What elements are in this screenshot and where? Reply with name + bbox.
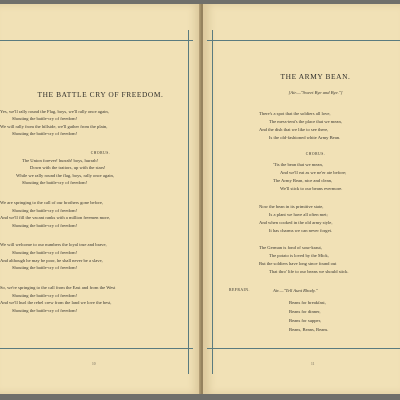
verse-line: That thro' life to our beans we should stick. xyxy=(269,269,349,274)
verse-line: Shouting the battle-cry of freedom! xyxy=(12,265,78,270)
chorus-line: And we'll eat as we ne'er ate before; xyxy=(280,170,347,175)
chorus-line: The Army Bean, nice and clean, xyxy=(273,178,333,183)
chorus-line: We'll stick to our beans evermore. xyxy=(280,186,343,191)
verse-line: And although he may be poor, he shall never be a slave, xyxy=(0,258,103,263)
verse-line: And we'll fill the vacant ranks with a million freemen more, xyxy=(0,215,111,220)
verse-line: And when cooked in the old army style, xyxy=(259,220,333,225)
left-page xyxy=(0,4,201,394)
verse-line: It has charms we can never forget. xyxy=(269,228,333,233)
verse-line: But the soldiers have long since found out xyxy=(259,261,337,266)
song-title: THE BATTLE CRY OF FREEDOM. xyxy=(37,90,164,99)
chorus-line: Shouting the battle-cry of freedom! xyxy=(22,180,88,185)
chorus-label: CHORUS. xyxy=(90,151,111,155)
verse-line: The mess-tent's the place that we mean, xyxy=(269,119,342,124)
verse-line: Yes, we'll rally round the Flag, boys, we'll rally once again, xyxy=(0,109,109,114)
verse-line: So, we're springing to the call from the East and from the West xyxy=(0,285,116,290)
verse-line: We are springing to the call of our brothers gone before, xyxy=(0,200,104,205)
refrain-label: REFRAIN. xyxy=(229,288,250,292)
right-rule xyxy=(188,30,189,374)
verse-line: The potato is loved by the Mick, xyxy=(269,253,329,258)
chorus-line: 'Tis the bean that we mean, xyxy=(273,162,323,167)
verse-line: Shouting the battle-cry of freedom! xyxy=(12,208,78,213)
chorus-line: The Union forever! hurrah! boys, hurrah! xyxy=(22,158,99,163)
verse-line: And we'll hurl the rebel crew from the land we love the best, xyxy=(0,300,112,305)
chorus-label: CHORUS. xyxy=(305,152,326,156)
verse-line: Shouting the battle-cry of freedom! xyxy=(12,250,78,255)
verse-line: Shouting the battle-cry of freedom! xyxy=(12,131,78,136)
song-title: THE ARMY BEAN. xyxy=(280,72,351,81)
refrain-line: Beans, Beans, Beans. xyxy=(289,327,329,332)
verse-line: Shouting the battle-cry of freedom! xyxy=(12,293,78,298)
tune-note: [Air.—"Sweet Bye and Bye."] xyxy=(288,90,343,95)
verse-line: We will welcome to our numbers the loyal true and brave, xyxy=(0,242,107,247)
verse-line: We will rally from the hillside, we'll gather from the plain, xyxy=(0,124,108,129)
chorus-line: Down with the traitors, up with the stars! xyxy=(30,165,106,170)
refrain-tune-note: Air.—"Tell Aunt Rhody." xyxy=(273,288,318,293)
refrain-line: Beans for supper, xyxy=(289,318,322,323)
top-rule xyxy=(207,40,400,41)
verse-line: Shouting the battle-cry of freedom! xyxy=(12,116,78,121)
verse-line: Is the old-fashioned white Army Bean. xyxy=(269,135,341,140)
refrain-line: Beans for breakfast, xyxy=(289,300,326,305)
top-rule xyxy=(0,40,193,41)
chorus-line: While we rally round the flag, boys, rally once again, xyxy=(16,173,114,178)
page-number: 10 xyxy=(92,362,96,366)
page-number: 11 xyxy=(311,362,315,366)
verse-line: And the dish that we like to see there, xyxy=(259,127,329,132)
verse-line: The German is fond of sour-kraut, xyxy=(259,245,322,250)
bottom-rule xyxy=(207,348,400,349)
verse-line: Shouting the battle-cry of freedom! xyxy=(12,308,78,313)
refrain-line: Beans for dinner, xyxy=(289,309,321,314)
bottom-rule xyxy=(0,348,193,349)
verse-line: Shouting the battle-cry of freedom! xyxy=(12,223,78,228)
right-page xyxy=(203,4,400,394)
left-rule xyxy=(212,30,213,374)
verse-line: Now the bean in its primitive state, xyxy=(259,204,324,209)
verse-line: Is a plant we have all often met; xyxy=(269,212,328,217)
verse-line: There's a spot that the soldiers all love, xyxy=(259,111,331,116)
